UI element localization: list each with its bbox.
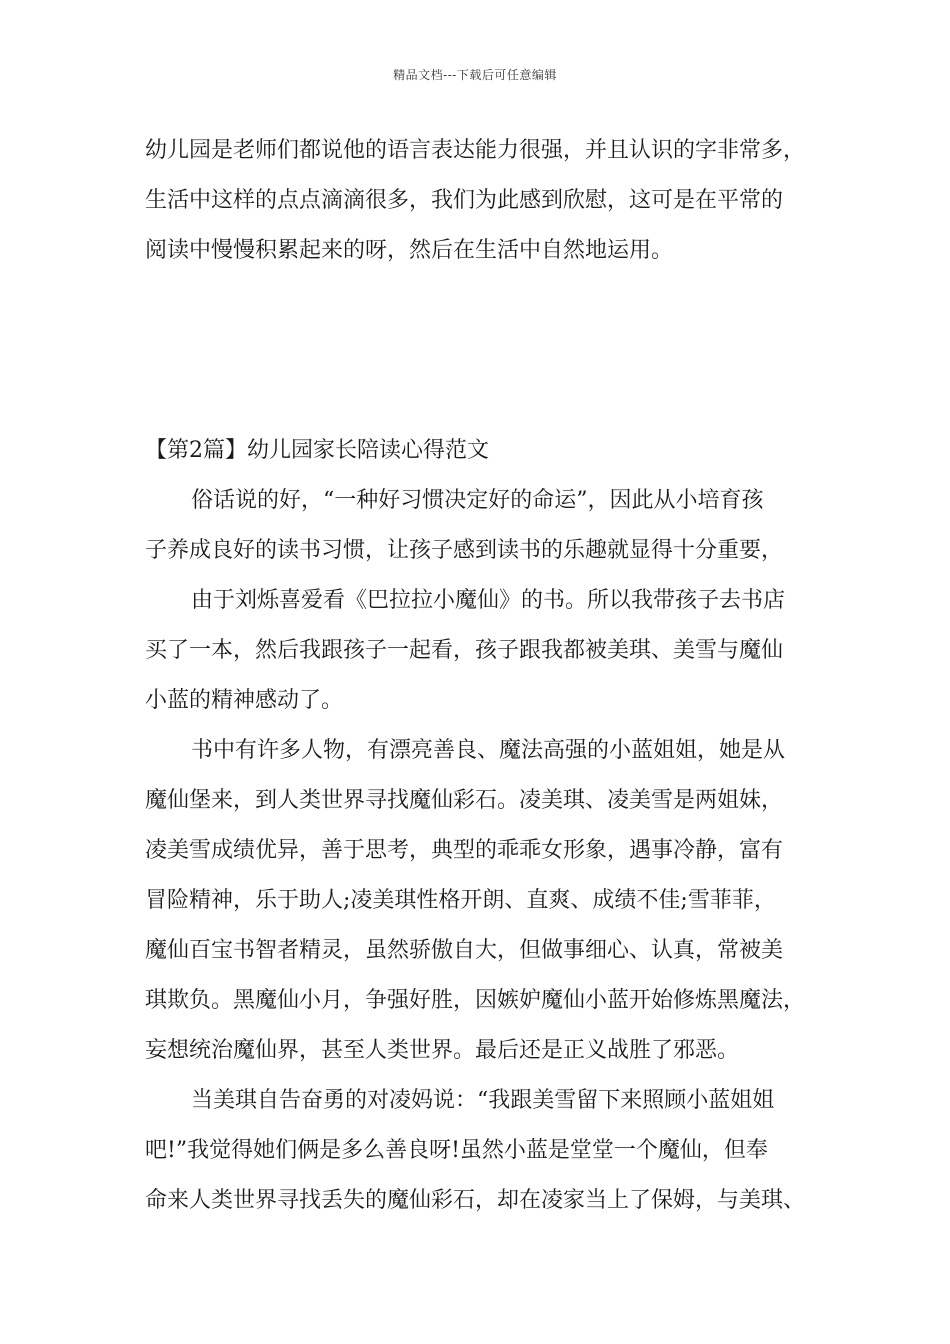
paragraph-line: 买了一本，然后我跟孩子一起看，孩子跟我都被美琪、美雪与魔仙 — [145, 638, 784, 663]
paragraph-line: 阅读中慢慢积累起来的呀，然后在生活中自然地运用。 — [145, 238, 674, 263]
section-title — [145, 426, 835, 476]
paragraph-line: 琪欺负。黑魔仙小月，争强好胜，因嫉妒魔仙小蓝开始修炼黑魔法， — [145, 988, 806, 1013]
paragraph-line: 小蓝的精神感动了。 — [145, 688, 344, 713]
paragraph-line: 吧!”我觉得她们俩是多么善良呀!虽然小蓝是堂堂一个魔仙，但奉 — [145, 1138, 768, 1163]
paragraph-line: 子养成良好的读书习惯，让孩子感到读书的乐趣就显得十分重要， — [145, 538, 784, 563]
paragraph-line: 凌美雪成绩优异，善于思考，典型的乖乖女形象，遇事冷静，富有 — [145, 838, 784, 863]
section-body — [145, 476, 835, 1226]
page-header: 精品文档---下载后可任意编辑 — [393, 68, 557, 82]
intro-paragraph — [145, 126, 835, 276]
paragraph-line: 魔仙堡来，到人类世界寻找魔仙彩石。凌美琪、凌美雪是两姐妹， — [145, 788, 784, 813]
paragraph-line: 由于刘烁喜爱看《巴拉拉小魔仙》的书。所以我带孩子去书店 — [191, 588, 786, 613]
paragraph-line: 书中有许多人物，有漂亮善良、魔法高强的小蓝姐姐，她是从 — [191, 738, 786, 763]
paragraph-line: 命来人类世界寻找丢失的魔仙彩石，却在凌家当上了保姆，与美琪、 — [145, 1188, 806, 1213]
paragraph-line: 幼儿园是老师们都说他的语言表达能力很强，并且认识的字非常多， — [145, 138, 806, 163]
paragraph-line: 俗话说的好，“一种好习惯决定好的命运”，因此从小培育孩 — [191, 488, 764, 513]
section-title-text: 【第2篇】幼儿园家长陪读心得范文 — [145, 438, 489, 463]
paragraph-line: 生活中这样的点点滴滴很多，我们为此感到欣慰，这可是在平常的 — [145, 188, 784, 213]
paragraph-line: 魔仙百宝书智者精灵，虽然骄傲自大，但做事细心、认真，常被美 — [145, 938, 784, 963]
paragraph-line: 当美琪自告奋勇的对凌妈说：“我跟美雪留下来照顾小蓝姐姐 — [191, 1088, 775, 1113]
paragraph-line: 妄想统治魔仙界，甚至人类世界。最后还是正义战胜了邪恶。 — [145, 1038, 740, 1063]
paragraph-line: 冒险精神，乐于助人;凌美琪性格开朗、直爽、成绩不佳;雪菲菲， — [145, 888, 776, 913]
